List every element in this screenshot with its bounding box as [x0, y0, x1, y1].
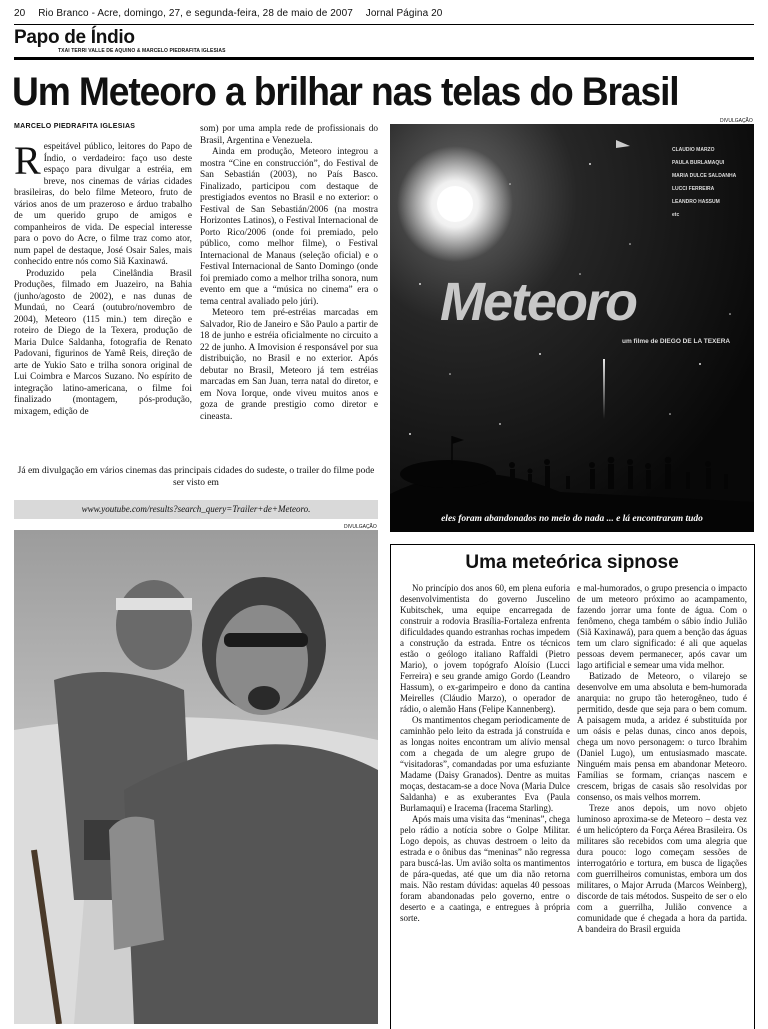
synopsis-paragraph: Os mantimentos chegam periodicamente de caminhão pelo leito da estrada já construída e as longas noites encontram um alívio mensal com a chegada de um alegre grupo de “visitadoras”, comandadas por uma esfuziante Madame (Daisy Granados). Dentre as muitas moças, destacam-se a doce Nova (Maria Dulce Saldanha) e as exuberantes Eva (Paula Burlamaqui) e Iracema (Iracema Starling).: [400, 715, 570, 813]
article-paragraph: som) por uma ampla rede de profissionais do Brasil, Argentina e Venezuela.: [200, 124, 378, 146]
article-paragraph: Respeitável público, leitores do Papo de Índio, o verdadeiro: faço uso deste espaço para divulgar a estréia, em breve, nos cinemas de várias cidades brasileiras, do belo filme Meteoro, fruto de vários anos de um prazeroso e árduo trabalho de um querido grupo de amigos e companheiros de vida. De especial interesse para o povo do Acre, o filme traz como ator, num papel de destaque, José Osair Sales, mais conhecido entre nós como Siã Kaxinawá.: [14, 138, 192, 267]
trailer-caption: Já em divulgação em vários cinemas das principais cidades do sudeste, o trailer do filme pode ser visto em: [17, 466, 375, 488]
poster-director: um filme de DIEGO DE LA TEXERA: [622, 338, 731, 345]
synopsis-title: Uma meteórica sipnose: [465, 552, 679, 573]
actors-photo: [14, 530, 378, 1024]
synopsis-paragraph: e mal-humorados, o grupo presencia o impacto de um meteoro próximo ao acampamento, fazendo jorrar uma fonte de água. Com o fenômeno, chega também o sábio índio Julião (Siã Kaxinawá), para quem a benção das águas tem um claro significado: é ali que aquelas pessoas devem permanecer, após cavar um lago artificial e semear uma vida melhor.: [577, 583, 747, 670]
top-rule: [14, 24, 754, 25]
synopsis-paragraph: No princípio dos anos 60, em plena euforia desenvolvimentista do governo Juscelino Kubitschek, uma equipe encarregada de construir a rodovia Brasília-Fortaleza enfrenta dificuldades quando estranhas rochas impedem a construção da estrada. Entre os técnicos estão o geólogo italiano Raffaldi (Pietro Mario), o jovem topógrafo Aloísio (Lucci Ferreira) e seu grande amigo Gordo (Leandro Hassum), o ex-garimpeiro e dono da cantina Meirelles (Cláudio Marzo), o operador de rádio, o alemão Hans (Felipe Kannenberg).: [400, 583, 570, 714]
synopsis-paragraph: Batizado de Meteoro, o vilarejo se desenvolve em uma absoluta e bem-humorada anarquia: no grupo tão heterogêneo, tudo é permitido, desde que seja para o bem comum. A paisagem muda, a aridez é substituída por um oásis e pelas dunas, cinco anos depois, chega um novo personagem: o turco Ibrahim (Daniel Lugo), um entusiasmado mascate. Ninguém mais pensa em abandonar Meteoro. Famílias se formam, crianças nascem e crescem, brigas de casais são resolvidas por consenso, os mais velhos morrem.: [577, 671, 747, 802]
section-rule: [14, 57, 754, 60]
poster-tagline: eles foram abandonados no meio do nada ... e lá encontraram tudo: [441, 514, 703, 524]
folio-paper: Jornal Página 20: [365, 8, 443, 19]
section-name: Papo de Índio: [14, 27, 135, 48]
byline: MARCELO PIEDRAFITA IGLESIAS: [14, 123, 136, 130]
meteor-streak: [603, 359, 605, 419]
headband: [116, 598, 192, 610]
article-paragraph: Ainda em produção, Meteoro integrou a mostra “Cine en construcción”, do Festival de San Sebastián (2003), no País Basco. Finalizado, participou com destaque de prestigiados eventos no Brasil e no exterior: o Festival de San Sebastián/2006 (na mostra Horizontes Latinos), o Festival Internacional de Porto Rico/2006 (onde foi premiado, pelo público, como melhor filme), o Festival Internacional de Manaus (seleção oficial) e o Festival Internacional de Santo Domingo (onde foi premiado como a melhor trilha sonora, num evento em que a “música no cinema” era o tema central avaliado pelo júri).: [200, 147, 378, 307]
poster-title-art: Meteoro: [440, 272, 637, 332]
poster-cast: CLAUDIO MARZO PAULA BURLAMAQUI MARIA DULCE SALDANHA LUCCI FERREIRA LEANDRO HASSUM etc: [672, 147, 737, 218]
article-paragraph: Produzido pela Cinelândia Brasil Produções, filmado em Juazeiro, na Bahia (junho/agosto de 2002), e nas dunas de Mundaú, no Ceará (outubro/novembro de 2004), Meteoro (115 min.) tem direção e roteiro de Diego de la Texera, produção de Maria Dulce Saldanha, fotografia de Renato Padovani, figurinos de Yamê Reis, direção de arte de Yukio Sato e trilha sonora original de Lui Coimbra e Marcos Suzano. No espírito de integração latino-americana, o filme foi finalizado (montagem, pós-produção, mixagem, edição de: [14, 268, 192, 417]
folio: [14, 8, 452, 19]
synopsis-column-2: [577, 583, 747, 935]
dropcap: R: [14, 138, 41, 183]
article-paragraph: Meteoro tem pré-estréias marcadas em Salvador, Rio de Janeiro e São Paulo a partir de 18 de junho e estréia oficialmente no circuito a 22 de junho. A Imovision é responsável por sua distribuição, no Brasil e no exterior. Após debutar no Brasil, Meteoro já tem estréias marcadas em San Juan, terra natal do diretor, e em Nova Iorque, onde viveu muitos anos e goza de grande prestigio como diretor e cineasta.: [200, 308, 378, 422]
synopsis-column-1: [400, 583, 570, 924]
synopsis-paragraph: Após mais uma visita das “meninas”, chega pelo rádio a notícia sobre o Golpe Militar. Logo depois, as chuvas destroem o leito da estrada e o ônibus das “meninas” não regressa para buscá-las. Um avião solta os mantimentos de pára-quedas, até que um dia não retorna mais. Não restam dúvidas: aquelas 40 pessoas foram abandonadas pelo governo, entre o deserto e a caatinga, e entregues à própria sorte.: [400, 814, 570, 923]
page-number: 20: [14, 8, 26, 19]
sunglasses: [224, 633, 308, 647]
poster-credit: DIVULGAÇÃO: [720, 118, 753, 124]
article-column-2: [200, 124, 378, 423]
trailer-url[interactable]: www.youtube.com/results?search_query=Trailer+de+Meteoro.: [14, 500, 378, 519]
headline: Um Meteoro a brilhar nas telas do Brasil: [12, 70, 679, 114]
section-editors: TXAI TERRI VALLE DE AQUINO & MARCELO PIEDRAFITA IGLESIAS: [58, 48, 226, 54]
photo-credit: DIVULGAÇÃO: [344, 524, 377, 530]
article-column-1: [14, 138, 192, 418]
folio-date: Rio Branco - Acre, domingo, 27, e segunda-feira, 28 de maio de 2007: [38, 8, 353, 19]
synopsis-paragraph: Treze anos depois, um novo objeto luminoso aproxima-se de Meteoro – desta vez é um helicóptero da Força Aérea Brasileira. Os militares são recebidos com uma alegria que dura pouco: logo começam sessões de interrogatório e tortura, em busca de ligações com guerrilheiros comunistas, embora um dos militares, o Major Arruda (Marcos Weinberg), discorde de tais métodos. Suspeito de ser o elo com a guerrilha, Julião convence a comunidade que é chegada a hora da partida. A bandeira do Brasil erguida: [577, 803, 747, 934]
